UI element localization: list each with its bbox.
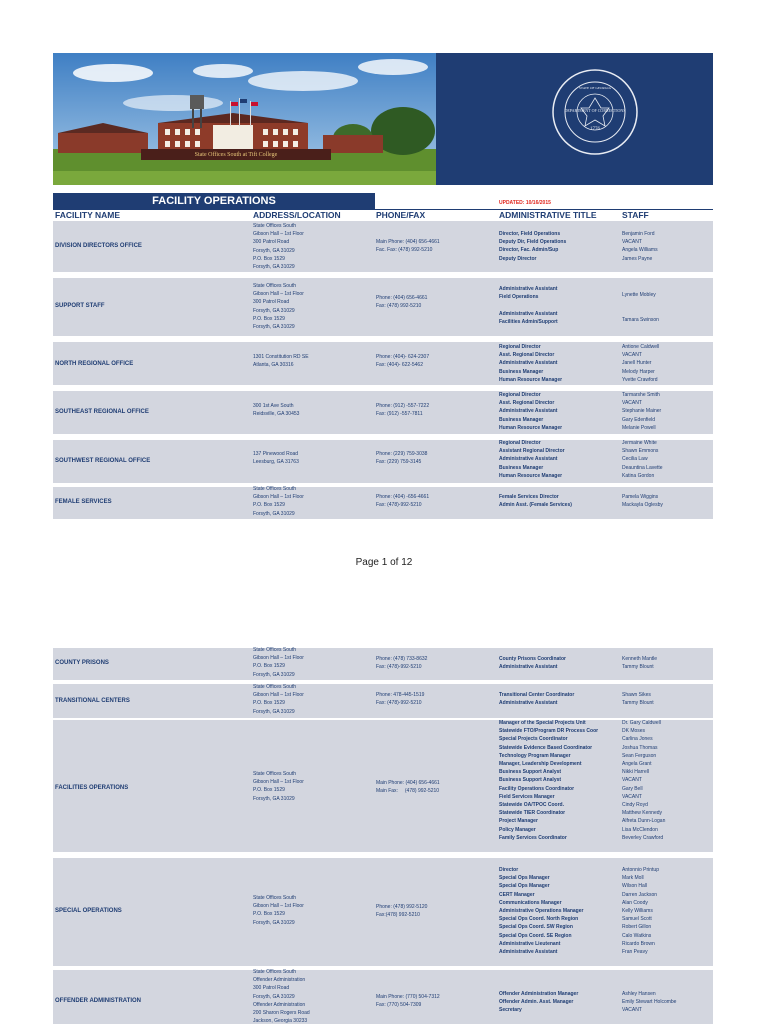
phone-fax-cell	[376, 294, 427, 310]
column-header-staff: STAFF	[622, 210, 649, 220]
cell-line: Business Manager	[499, 416, 544, 423]
cell-line: Gibson Hall – 1st Floor	[253, 903, 304, 910]
admin-title-cell	[499, 990, 578, 1015]
cell-line: Administrative Operations Manager	[499, 908, 584, 915]
cell-line: Gibson Hall – 1st Floor	[253, 494, 304, 501]
cell-line: Admin Asst. (Female Services)	[499, 502, 572, 509]
cell-line: Fac. Fax: (478) 992-5210	[376, 247, 433, 254]
cell-line: Special Projects Coordinator	[499, 736, 568, 743]
cell-line: Fax: (478)-992-5210	[376, 664, 422, 671]
admin-title-cell	[499, 719, 598, 842]
cell-line: Special Ops Coord. North Region	[499, 916, 579, 923]
cell-line: 200 Sharon Rogers Road	[253, 1010, 310, 1017]
cell-line: Gibson Hall – 1st Floor	[253, 291, 304, 298]
cell-line: Statewide Evidence Based Coordinator	[499, 744, 593, 751]
cell-line: Dr. Gary Caldwell	[622, 720, 661, 726]
cell-line: Business Manager	[499, 464, 544, 471]
admin-title-cell	[499, 439, 565, 480]
header-photo	[53, 53, 436, 185]
cell-line: Family Services Coordinator	[499, 834, 567, 841]
cell-line: Alan Coody	[622, 899, 648, 906]
cell-line: Director, Fac. Admin/Sup	[499, 247, 559, 254]
cell-line: Atlanta, GA 30316	[253, 362, 294, 369]
cell-line: Tammy Blount	[622, 664, 654, 671]
address-cell	[253, 402, 299, 418]
cell-line: Matthew Kennedy	[622, 810, 663, 817]
facility-name: SUPPORT STAFF	[55, 303, 105, 309]
cell-line: Gary Bell	[622, 785, 643, 792]
cell-line: 137 Pinewood Road	[253, 451, 299, 457]
cell-line: State Offices South	[253, 684, 296, 690]
cell-line: VACANT	[622, 352, 642, 359]
cell-line: Phone: (229) 759-3038	[376, 451, 428, 457]
cell-line: Administrative Assistant	[499, 286, 558, 292]
cell-line: Main Fax: (478) 992-5210	[376, 788, 440, 795]
admin-title-cell	[499, 866, 583, 956]
cell-line: Business Support Analyst	[499, 777, 562, 784]
cell-line: Fax:(478) 992-5210	[376, 912, 420, 919]
cell-line: Human Resource Manager	[499, 376, 563, 383]
cell-line: Calo Watkins	[622, 932, 652, 939]
cell-line: Administrative Assistant	[499, 408, 558, 415]
cell-line: Tamara Swinson	[622, 316, 659, 323]
cell-line: Statewide OA/TPOC Coord.	[499, 802, 565, 809]
cell-line: Special Ops Manager	[499, 875, 550, 882]
cell-line: Fax: (478)-992-5210	[376, 700, 422, 707]
cell-line: Forsyth, GA 31029	[253, 708, 295, 715]
cell-line: State Offices South	[253, 895, 296, 901]
cell-line: Phone: (404) 656-4661	[376, 295, 428, 301]
cell-line: Phone: (478) 733-8632	[376, 656, 428, 662]
cell-line: Main Phone: (404) 656-4661	[376, 780, 440, 786]
staff-cell	[622, 439, 663, 480]
cell-line: Communications Manager	[499, 899, 562, 906]
cell-line: P.O. Box 1529	[253, 911, 285, 918]
cell-line: Asst. Regional Director	[499, 352, 555, 359]
cell-line: P.O. Box 1529	[253, 255, 285, 262]
cell-line: Forsyth, GA 31029	[253, 324, 295, 331]
cell-line: Manager of the Special Projects Unit	[499, 720, 586, 726]
cell-line	[622, 307, 659, 315]
cell-line: Fax: (770) 504-7309	[376, 1002, 422, 1009]
cell-line: Phone: (478) 992-5120	[376, 904, 428, 910]
cell-line: Offender Administration	[253, 977, 306, 984]
cell-line	[499, 301, 558, 309]
cell-line: Phone: (404) -656-4661	[376, 494, 430, 500]
cell-line: Administrative Lieutenant	[499, 940, 561, 947]
address-cell	[253, 646, 304, 679]
cell-line: Field Operations	[499, 294, 539, 301]
cell-line: Emily Stewart Holcombe	[622, 999, 677, 1006]
cell-line: Jackson, Georgia 30233	[253, 1018, 308, 1025]
staff-cell	[622, 719, 665, 842]
staff-cell	[622, 391, 661, 432]
admin-title-cell	[499, 230, 566, 263]
cell-line: Administrative Assistant	[499, 664, 558, 671]
cell-line: Angela Grant	[622, 761, 652, 768]
address-cell	[253, 353, 309, 369]
cell-line: 300 Patrol Road	[253, 985, 290, 992]
cell-line: Transitional Center Coordinator	[499, 692, 575, 698]
cell-line: 300 1st Ave South	[253, 403, 294, 409]
cell-line: Manager, Leadership Development	[499, 761, 582, 768]
cell-line: Fax: (912) -557-7811	[376, 411, 423, 418]
staff-cell	[622, 343, 659, 384]
cell-line: Director	[499, 867, 519, 873]
staff-cell	[622, 691, 654, 707]
cell-line: Shawn Emmons	[622, 448, 659, 455]
cell-line: Deputy Director	[499, 255, 537, 262]
cell-line: Tammy Blount	[622, 700, 654, 707]
cell-line: VACANT	[622, 400, 642, 407]
cell-line: Melanie Powell	[622, 424, 656, 431]
cell-line: Deputy Dir, Field Operations	[499, 239, 567, 246]
cell-line: Reidsville, GA 30453	[253, 411, 300, 418]
cell-line: Antione Caldwell	[622, 344, 660, 350]
cell-line: Business Manager	[499, 368, 544, 375]
cell-line: Special Ops Coord. SE Region	[499, 932, 572, 939]
cell-line: Fax: (478) 992-5210	[376, 303, 422, 310]
admin-title-cell	[499, 285, 558, 326]
cell-line: Nikki Harrell	[622, 769, 649, 776]
cell-line: Tarmarshe Smith	[622, 392, 660, 398]
cell-line: Sean Ferguson	[622, 752, 657, 759]
cell-line: Forsyth, GA 31029	[253, 510, 295, 517]
cell-line: CERT Manager	[499, 891, 535, 898]
phone-fax-cell	[376, 402, 429, 418]
cell-line: Administrative Assistant	[499, 360, 558, 367]
cell-line: Samuel Scott	[622, 916, 652, 923]
facility-name: SPECIAL OPERATIONS	[55, 908, 122, 914]
seal-text: DEPARTMENT OF CORRECTIONS	[564, 108, 626, 113]
staff-cell	[622, 655, 657, 671]
cell-line: VACANT	[622, 777, 642, 784]
staff-cell	[622, 493, 663, 509]
cell-line: Special Ops Manager	[499, 883, 550, 890]
cell-line: Gibson Hall – 1st Floor	[253, 655, 304, 662]
address-cell	[253, 770, 304, 803]
cell-line: Regional Director	[499, 440, 541, 446]
cell-line: Fax: (229) 759-3145	[376, 459, 422, 466]
column-header-facility-name: FACILITY NAME	[55, 210, 121, 220]
cell-line: Janell Hunter	[622, 360, 652, 367]
phone-fax-cell	[376, 493, 429, 509]
address-cell	[253, 894, 304, 927]
cell-line: Lynette Mobley	[622, 292, 656, 298]
phone-fax-cell	[376, 691, 424, 707]
cell-line: Facility Operations Coordinator	[499, 785, 575, 792]
cell-line: Mackayla Oglesby	[622, 502, 663, 509]
cell-line: Phone: (404)- 624-2307	[376, 354, 430, 360]
column-header-admin-title: ADMINISTRATIVE TITLE	[499, 210, 597, 220]
address-cell	[253, 450, 299, 466]
cell-line: Regional Director	[499, 392, 541, 398]
cell-line: P.O. Box 1529	[253, 502, 285, 509]
cell-line: Joshua Thomas	[622, 744, 658, 751]
cell-line: James Payne	[622, 255, 653, 262]
cell-line: Administrative Assistant	[499, 456, 558, 463]
cell-line: Business Support Analyst	[499, 769, 562, 776]
cell-line: Administrative Assistant	[499, 700, 558, 707]
facility-name: OFFENDER ADMINISTRATION	[55, 998, 141, 1004]
cell-line: Antonnio Printup	[622, 867, 659, 873]
cell-line: Katina Gordon	[622, 472, 655, 479]
cell-line: Main Phone: (404) 656-4661	[376, 239, 440, 245]
cell-line: Jermaine White	[622, 440, 657, 446]
cell-line: Fran Peavy	[622, 949, 648, 956]
cell-line: County Prisons Coordinator	[499, 656, 566, 662]
cell-line: Alfreta Dunn-Logan	[622, 818, 666, 825]
admin-title-cell	[499, 493, 572, 509]
column-header-phone-fax: PHONE/FAX	[376, 210, 426, 220]
cell-line: Gary Edenfield	[622, 416, 656, 423]
cell-line: Main Phone: (770) 504-7312	[376, 994, 440, 1000]
cell-line: Angela Williams	[622, 247, 658, 254]
cell-line: Administrative Assistant	[499, 310, 558, 317]
cell-line: Administrative Assistant	[499, 949, 558, 956]
cell-line: State Offices South	[253, 486, 296, 492]
staff-cell	[622, 291, 659, 324]
cell-line: Deauntina Lavette	[622, 464, 663, 471]
column-header-address: ADDRESS/LOCATION	[253, 210, 341, 220]
cell-line: Phone: (912) -557-7222	[376, 403, 430, 409]
facility-name: NORTH REGIONAL OFFICE	[55, 361, 134, 367]
cell-line: Asst. Regional Director	[499, 400, 555, 407]
cell-line: 1301 Constitution RD SE	[253, 354, 309, 360]
cell-line: Forsyth, GA 31029	[253, 993, 295, 1000]
cell-line: Project Manager	[499, 818, 538, 825]
cell-line: Kenneth Mantle	[622, 656, 658, 662]
cell-line: Director, Field Operations	[499, 231, 561, 237]
seal-year: 1776	[590, 127, 600, 132]
staff-cell	[622, 866, 659, 956]
cell-line: State Offices South	[253, 647, 296, 653]
facility-name: COUNTY PRISONS	[55, 660, 109, 666]
address-cell	[253, 282, 304, 331]
cell-line: Forsyth, GA 31029	[253, 264, 295, 271]
cell-line: Ricardo Brown	[622, 940, 655, 947]
cell-line: Forsyth, GA 31029	[253, 247, 295, 254]
cell-line: Gibson Hall – 1st Floor	[253, 779, 304, 786]
cell-line: Ashley Hansen	[622, 991, 656, 997]
facility-name: DIVISION DIRECTORS OFFICE	[55, 243, 142, 249]
cell-line: Policy Manager	[499, 826, 536, 833]
cell-line: Statewide FTO/Program DR Process Coor	[499, 728, 599, 735]
cell-line: 300 Patrol Road	[253, 239, 290, 246]
cell-line: Offender Administration Manager	[499, 991, 579, 997]
cell-line: P.O. Box 1529	[253, 315, 285, 322]
cell-line: Offender Admin. Asst. Manager	[499, 999, 574, 1006]
cell-line: 300 Patrol Road	[253, 299, 290, 306]
cell-line: Phone: 478-445-1519	[376, 692, 425, 698]
facility-name: FACILITIES OPERATIONS	[55, 785, 129, 791]
address-cell	[253, 683, 304, 716]
cell-line: Secretary	[499, 1007, 522, 1014]
cell-line: Statewide TIER Coordinator	[499, 810, 566, 817]
phone-fax-cell	[376, 903, 427, 919]
cell-line: Gibson Hall – 1st Floor	[253, 231, 304, 238]
admin-title-cell	[499, 343, 562, 384]
page-number: Page 1 of 12	[355, 557, 413, 568]
facility-name: TRANSITIONAL CENTERS	[55, 698, 130, 704]
cell-line: Forsyth, GA 31029	[253, 671, 295, 678]
cell-line: Robert Gillon	[622, 924, 652, 931]
cell-line: DK Moses	[622, 728, 646, 735]
cell-line: VACANT	[622, 239, 642, 246]
phone-fax-cell	[376, 993, 440, 1009]
address-cell	[253, 968, 310, 1025]
cell-line: Carlina Jones	[622, 736, 653, 743]
cell-line: Technology Program Manager	[499, 752, 571, 759]
cell-line: State Offices South	[253, 969, 296, 975]
cell-line: Stephanie Mainer	[622, 408, 662, 415]
cell-line: Forsyth, GA 31029	[253, 795, 295, 802]
admin-title-cell	[499, 391, 562, 432]
seal-inner-text: STATE OF GEORGIA	[578, 86, 612, 90]
cell-line: Fax: (478)-992-5210	[376, 502, 422, 509]
address-cell	[253, 485, 304, 518]
facility-name: SOUTHWEST REGIONAL OFFICE	[55, 458, 151, 464]
address-cell	[253, 222, 304, 271]
cell-line: Darren Jackson	[622, 891, 658, 898]
cell-line: VACANT	[622, 1007, 642, 1014]
cell-line: Field Services Manager	[499, 793, 555, 800]
cell-line: Cindy Royd	[622, 802, 648, 809]
cell-line: Melody Harper	[622, 368, 655, 375]
cell-line: Fax: (404)- 622-5462	[376, 362, 423, 369]
phone-fax-cell	[376, 353, 429, 369]
cell-line: Mark Moll	[622, 875, 644, 882]
cell-line	[622, 299, 659, 307]
cell-line: Yvette Crawford	[622, 376, 658, 383]
staff-cell	[622, 990, 676, 1015]
admin-title-cell	[499, 691, 574, 707]
cell-line: Benjamin Ford	[622, 231, 655, 237]
phone-fax-cell	[376, 450, 427, 466]
cell-line: VACANT	[622, 793, 642, 800]
phone-fax-cell	[376, 655, 427, 671]
cell-line: Lisa McClendon	[622, 826, 658, 833]
page-title: FACILITY OPERATIONS	[152, 195, 276, 207]
cell-line: Female Services Director	[499, 494, 559, 500]
cell-line: Kelly Williams	[622, 908, 653, 915]
phone-fax-cell	[376, 238, 440, 254]
header-photo-caption: State Offices South at Tift College	[194, 152, 278, 158]
cell-line: P.O. Box 1529	[253, 787, 285, 794]
cell-line: Forsyth, GA 31029	[253, 919, 295, 926]
cell-line: Cecilia Law	[622, 456, 648, 463]
cell-line: Special Ops Coord. SW Region	[499, 924, 573, 931]
cell-line: Gibson Hall – 1st Floor	[253, 692, 304, 699]
cell-line: Assistant Regional Director	[499, 448, 565, 455]
cell-line: Forsyth, GA 31029	[253, 307, 295, 314]
cell-line: Wilson Hall	[622, 883, 648, 890]
admin-title-cell	[499, 655, 566, 671]
cell-line: State Offices South	[253, 223, 296, 229]
cell-line: Human Resource Manager	[499, 472, 563, 479]
cell-line: P.O. Box 1529	[253, 663, 285, 670]
cell-line: Offender Administration	[253, 1001, 306, 1008]
cell-line: Regional Director	[499, 344, 541, 350]
cell-line: State Offices South	[253, 283, 296, 289]
facility-name: FEMALE SERVICES	[55, 499, 112, 505]
cell-line: Leesburg, GA 31763	[253, 459, 299, 466]
cell-line: State Offices South	[253, 771, 296, 777]
cell-line: Facilities Admin/Support	[499, 318, 558, 325]
cell-line: Shawn Sikes	[622, 692, 651, 698]
facility-name: SOUTHEAST REGIONAL OFFICE	[55, 409, 149, 415]
cell-line: Beverley Crawford	[622, 834, 664, 841]
phone-fax-cell	[376, 779, 440, 795]
staff-cell	[622, 230, 658, 263]
cell-line: P.O. Box 1529	[253, 700, 285, 707]
cell-line: Pamela Wiggins	[622, 494, 659, 500]
cell-line: Human Resource Manager	[499, 424, 563, 431]
updated-date: UPDATED: 10/16/2015	[499, 200, 551, 206]
